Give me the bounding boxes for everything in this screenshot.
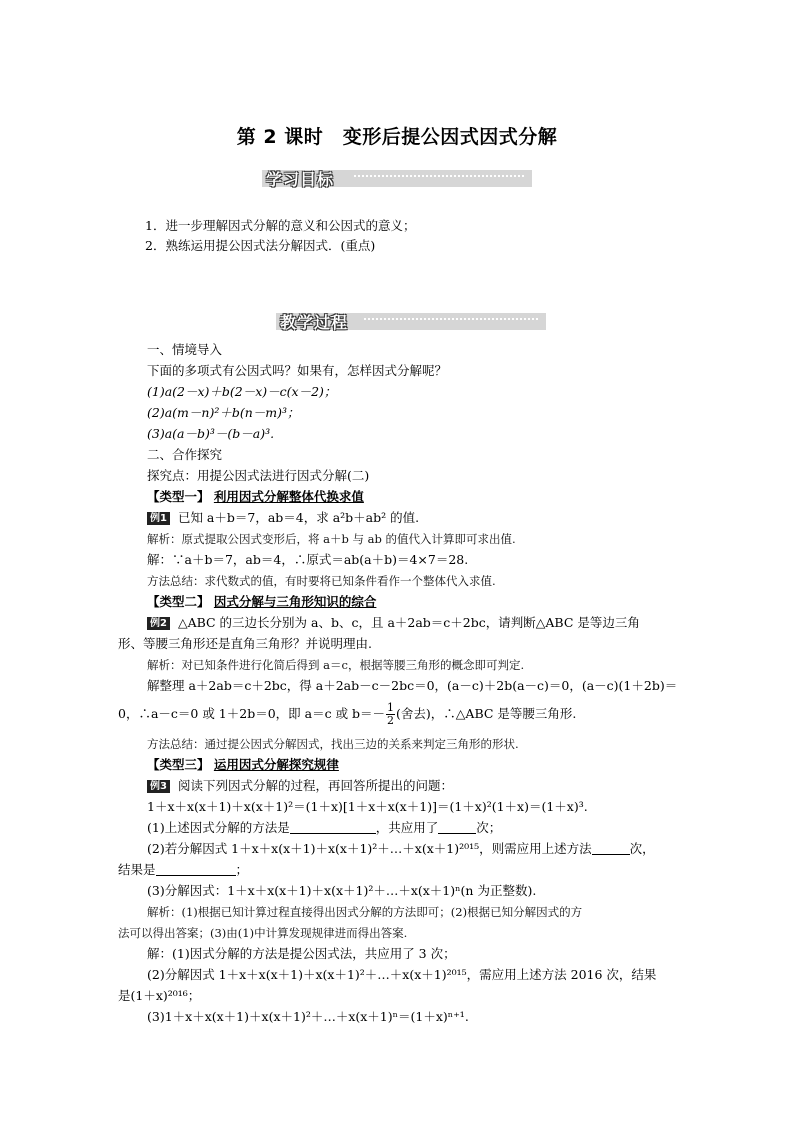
example-text: 已知 a＋b＝7，ab＝4，求 a²b＋ab² 的值. <box>177 510 420 525</box>
page-title: 第 2 课时 变形后提公因式因式分解 <box>236 126 558 148</box>
type-name: 因式分解与三角形知识的综合 <box>213 594 377 609</box>
intro-item: (1)a(2－x)＋b(2－x)－c(x－2)； <box>147 384 337 399</box>
example-badge: 例3 <box>147 780 170 793</box>
section-header-label: 教学过程 <box>280 313 349 332</box>
question-text: ； <box>235 862 249 877</box>
type-heading <box>147 594 376 610</box>
part-heading: 二、合作探究 <box>147 447 223 462</box>
solution-text-cont: 是(1＋x)²⁰¹⁶； <box>118 988 201 1003</box>
example-problem <box>147 615 640 631</box>
intro-item: (3)a(a－b)³－(b－a)³. <box>147 426 275 441</box>
example-problem <box>147 778 453 794</box>
example-badge: 例1 <box>147 512 170 525</box>
solution-text: 解：(1)因式分解的方法是提公因式法，共应用了 3 次； <box>147 946 456 961</box>
solution-text: 解：∵a＋b＝7，ab＝4，∴原式＝ab(a＋b)＝4×7＝28. <box>147 552 469 567</box>
type-name: 运用因式分解探究规律 <box>213 757 339 772</box>
question-2-cont <box>118 862 248 878</box>
type-bracket: 【类型二】 <box>147 594 210 609</box>
type-name: 利用因式分解整体代换求值 <box>213 489 364 504</box>
section-header-learning-goals <box>262 167 532 189</box>
type-heading <box>147 489 364 505</box>
method-summary: 方法总结：求代数式的值，有时要将已知条件看作一个整体代入求值. <box>147 574 496 588</box>
analysis-text-cont: 法可以得出答案；(3)由(1)中计算发现规律进而得出答案. <box>118 926 408 940</box>
answer-blank[interactable] <box>592 842 630 855</box>
example-text-cont: 形、等腰三角形还是直角三角形？并说明理由. <box>118 636 372 651</box>
type-heading <box>147 757 339 773</box>
analysis-text: 解析：对已知条件进行化简后得到 a＝c，根据等腰三角形的概念即可判定. <box>147 658 525 672</box>
solution-text: 解整理 a＋2ab＝c＋2bc，得 a＋2ab－c－2bc＝0，(a－c)＋2b(a－c)＝0，(a－c)(1＋2b)＝ <box>147 678 678 693</box>
question-text: ，共应用了 <box>375 820 439 835</box>
section-header-teaching-process <box>276 310 546 332</box>
section-header-dots <box>354 175 524 177</box>
fraction-denominator: 2 <box>387 714 395 727</box>
fraction <box>386 702 395 727</box>
solution-part: 0，∴a－c＝0 或 1＋2b＝0，即 a＝c 或 b＝－ <box>118 706 386 721</box>
exploration-topic: 探究点：用提公因式法进行因式分解(二) <box>147 468 370 483</box>
analysis-text: 解析：(1)根据已知计算过程直接得出因式分解的方法即可；(2)根据已知分解因式的方 <box>147 905 583 919</box>
question-2 <box>147 841 655 857</box>
answer-blank[interactable] <box>156 863 236 876</box>
example-problem <box>147 510 419 526</box>
fraction-numerator: 1 <box>387 701 395 714</box>
section-header-label: 学习目标 <box>266 170 335 189</box>
goal-item: 2．熟练运用提公因式法分解因式．(重点) <box>145 238 376 253</box>
analysis-text: 解析：原式提取公因式变形后，将 a＋b 与 ab 的值代入计算即可求出值. <box>147 532 516 546</box>
question-text: 次， <box>629 841 655 856</box>
type-bracket: 【类型三】 <box>147 757 210 772</box>
question-text: (2)若分解因式 1＋x＋x(x＋1)＋x(x＋1)²＋…＋x(x＋1)²⁰¹⁵，则需应用上述方法 <box>147 841 592 856</box>
solution-text: (2)分解因式 1＋x＋x(x＋1)＋x(x＋1)²＋…＋x(x＋1)²⁰¹⁵，需应用上述方法 2016 次，结果 <box>147 967 657 982</box>
question-1 <box>147 820 501 836</box>
question-text: 次； <box>476 820 502 835</box>
method-summary: 方法总结：通过提公因式分解因式，找出三边的关系来判定三角形的形状. <box>147 737 519 751</box>
solution-part: (舍去)，∴△ABC 是等腰三角形. <box>396 706 577 721</box>
example-text: △ABC 的三边长分别为 a、b、c，且 a＋2ab＝c＋2bc，请判断△ABC 是等边三角 <box>177 615 640 630</box>
question-text: 结果是 <box>118 862 156 877</box>
example-text: 阅读下列因式分解的过程，再回答所提出的问题： <box>177 778 453 793</box>
type-bracket: 【类型一】 <box>147 489 210 504</box>
part-heading: 一、情境导入 <box>147 342 223 357</box>
question-text: (1)上述因式分解的方法是 <box>147 820 290 835</box>
answer-blank[interactable] <box>290 821 376 834</box>
intro-item: (2)a(m－n)²＋b(n－m)³； <box>147 405 300 420</box>
answer-blank[interactable] <box>438 821 476 834</box>
solution-text-cont <box>118 702 576 727</box>
solution-text: (3)1＋x＋x(x＋1)＋x(x＋1)²＋…＋x(x＋1)ⁿ＝(1＋x)ⁿ⁺¹. <box>147 1009 469 1024</box>
question-3: (3)分解因式：1＋x＋x(x＋1)＋x(x＋1)²＋…＋x(x＋1)ⁿ(n 为正整数). <box>147 883 537 898</box>
intro-question: 下面的多项式有公因式吗？如果有，怎样因式分解呢？ <box>147 363 448 378</box>
section-header-dots <box>364 318 538 320</box>
goal-item: 1．进一步理解因式分解的意义和公因式的意义； <box>145 218 416 233</box>
example-badge: 例2 <box>147 617 170 630</box>
factoring-process: 1＋x＋x(x＋1)＋x(x＋1)²＝(1＋x)[1＋x＋x(x＋1)]＝(1＋x)²(1＋x)＝(1＋x)³. <box>147 799 588 814</box>
